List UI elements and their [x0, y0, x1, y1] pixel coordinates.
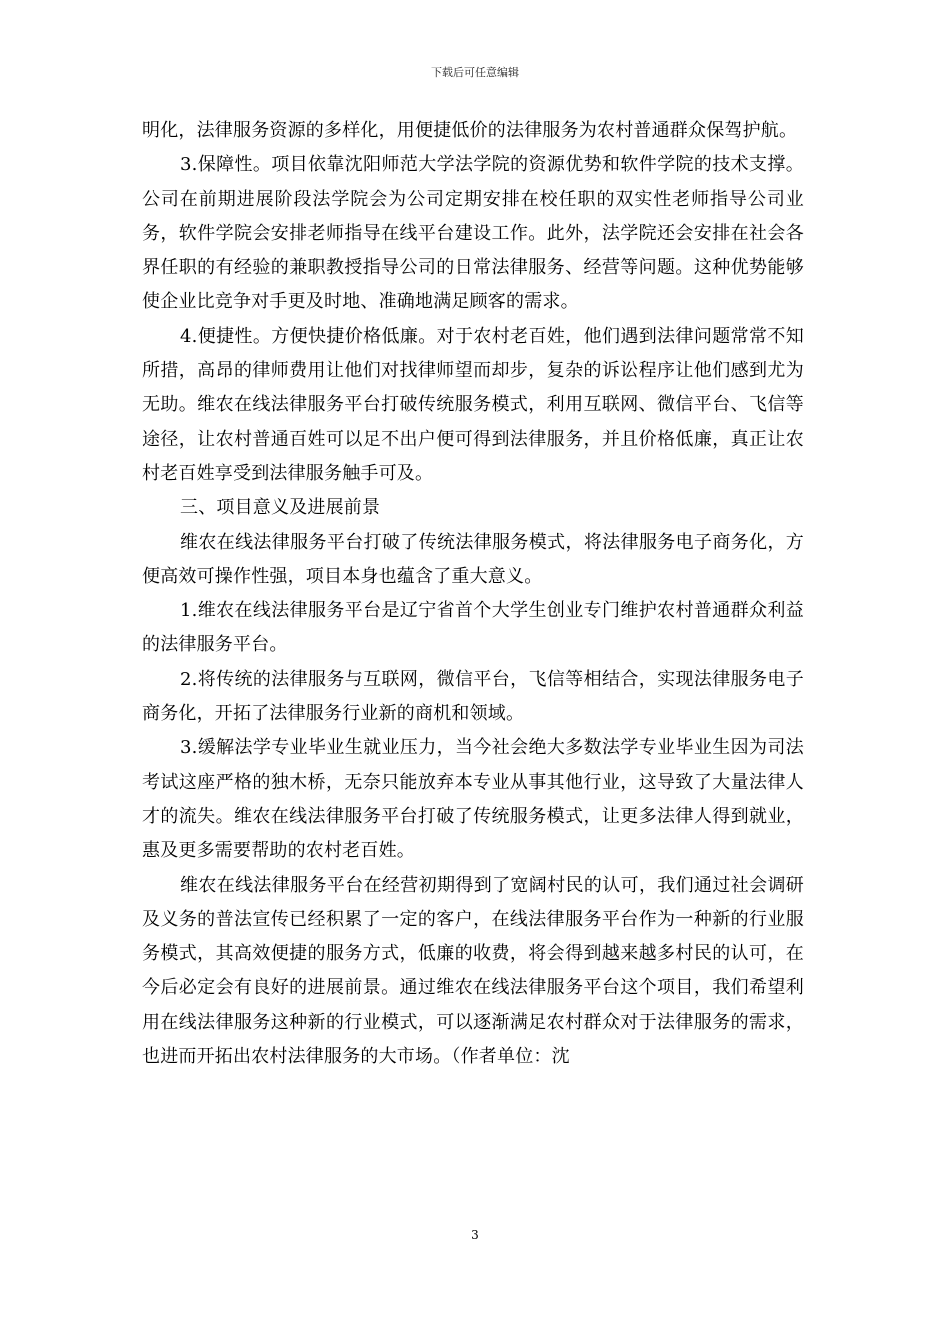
section-heading: 三、项目意义及进展前景: [180, 497, 381, 519]
paragraph-point-3: 3.保障性。项目依靠沈阳师范大学法学院的资源优势和软件学院的技术支撑。公司在前期进展阶段法学院会为公司定期安排在校任职的双实性老师指导公司业务，软件学院会安排老师指导在线平台建设工作。此外，法学院还会安排在社会各界任职的有经验的兼职教授指导公司的日常法律服务、经营等问题。这种优势能够使企业比竞争对手更及时地、准确地满足顾客的需求。: [142, 154, 804, 313]
paragraph-conclusion: 维农在线法律服务平台在经营初期得到了宽阔村民的认可，我们通过社会调研及义务的普法宣传已经积累了一定的客户，在线法律服务平台作为一种新的行业服务模式，其高效便捷的服务方式，低廉的收费，将会得到越来越多村民的认可，在今后必定会有良好的进展前景。通过维农在线法律服务平台这个项目，我们希望利用在线法律服务这种新的行业模式，可以逐渐满足农村群众对于法律服务的需求，也进而开拓出农村法律服务的大市场。（作者单位：沈: [142, 874, 804, 1068]
page-header-note: 下载后可任意编辑: [431, 66, 519, 79]
paragraph-continuation: 明化，法律服务资源的多样化，用便捷低价的法律服务为农村普通群众保驾护航。: [142, 120, 798, 141]
document-body: [142, 114, 804, 1074]
paragraph-significance-1: 1.维农在线法律服务平台是辽宁省首个大学生创业专门维护农村普通群众利益的法律服务平台。: [142, 600, 804, 656]
page-number: 3: [471, 1228, 479, 1242]
paragraph-significance-3: 3.缓解法学专业毕业生就业压力，当今社会绝大多数法学专业毕业生因为司法考试这座严格的独木桥，无奈只能放弃本专业从事其他行业，这导致了大量法律人才的流失。维农在线法律服务平台打破了传统服务模式，让更多法律人得到就业，惠及更多需要帮助的农村老百姓。: [142, 737, 804, 862]
paragraph-intro: 维农在线法律服务平台打破了传统法律服务模式，将法律服务电子商务化，方便高效可操作性强，项目本身也蕴含了重大意义。: [142, 531, 804, 587]
paragraph-significance-2: 2.将传统的法律服务与互联网，微信平台，飞信等相结合，实现法律服务电子商务化，开拓了法律服务行业新的商机和领域。: [142, 668, 804, 725]
paragraph-point-4: 4.便捷性。方便快捷价格低廉。对于农村老百姓，他们遇到法律问题常常不知所措，高昂的律师费用让他们对找律师望而却步，复杂的诉讼程序让他们感到尤为无助。维农在线法律服务平台打破传统服务模式，利用互联网、微信平台、飞信等途径，让农村普通百姓可以足不出户便可得到法律服务，并且价格低廉，真正让农村老百姓享受到法律服务触手可及。: [142, 325, 804, 484]
